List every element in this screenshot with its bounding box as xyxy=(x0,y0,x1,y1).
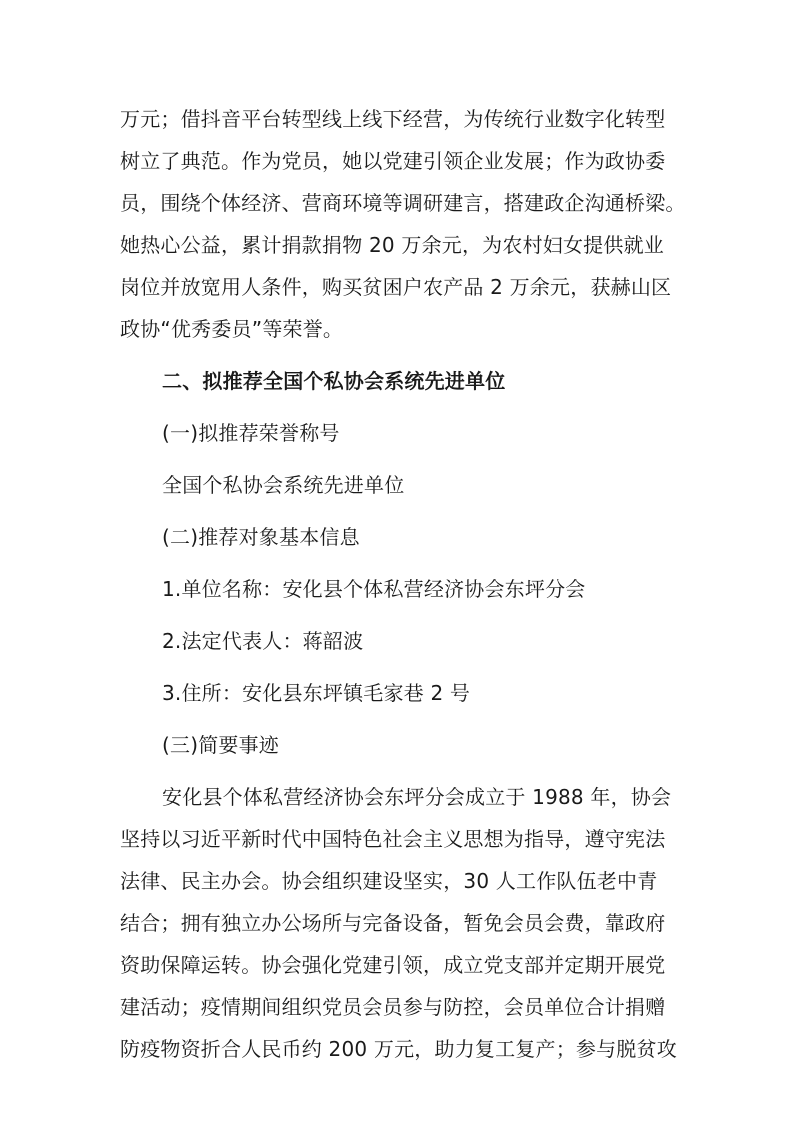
honor-title: 全国个私协会系统先进单位 xyxy=(162,473,405,497)
body-text-line: 政协“优秀委员”等荣誉。 xyxy=(120,317,344,341)
info-legal-rep: 2.法定代表人：蒋韶波 xyxy=(162,629,364,653)
subsection-heading: (一)拟推荐荣誉称号 xyxy=(162,421,340,445)
info-unit-name: 1.单位名称：安化县个体私营经济协会东坪分会 xyxy=(162,577,586,601)
body-text-line: 员，围绕个体经济、营商环境等调研建言，搭建政企沟通桥梁。 xyxy=(120,191,686,215)
section-heading: 二、拟推荐全国个私协会系统先进单位 xyxy=(162,369,506,393)
body-text-line: 她热心公益，累计捐款捐物 20 万余元，为农村妇女提供就业 xyxy=(120,233,664,257)
body-text-line: 安化县个体私营经济协会东坪分会成立于 1988 年，协会 xyxy=(162,785,672,809)
body-text-line: 结合；拥有独立办公场所与完备设备，暂免会员会费，靠政府 xyxy=(120,911,666,935)
subsection-heading: (三)简要事迹 xyxy=(162,733,280,757)
body-text-line: 防疫物资折合人民币约 200 万元，助力复工复产；参与脱贫攻 xyxy=(120,1037,677,1061)
body-text-line: 树立了典范。作为党员，她以党建引领企业发展；作为政协委 xyxy=(120,149,666,173)
info-address: 3.住所：安化县东坪镇毛家巷 2 号 xyxy=(162,681,471,705)
body-text-line: 资助保障运转。协会强化党建引领，成立党支部并定期开展党 xyxy=(120,953,666,977)
body-text-line: 法律、民主办会。协会组织建设坚实，30 人工作队伍老中青 xyxy=(120,869,658,893)
body-text-line: 坚持以习近平新时代中国特色社会主义思想为指导，遵守宪法 xyxy=(120,827,666,851)
subsection-heading: (二)推荐对象基本信息 xyxy=(162,525,360,549)
body-text-line: 万元；借抖音平台转型线上线下经营，为传统行业数字化转型 xyxy=(120,107,666,131)
body-text-line: 岗位并放宽用人条件，购买贫困户农产品 2 万余元，获赫山区 xyxy=(120,275,672,299)
body-text-line: 建活动；疫情期间组织党员会员参与防控，会员单位合计捐赠 xyxy=(120,995,666,1019)
